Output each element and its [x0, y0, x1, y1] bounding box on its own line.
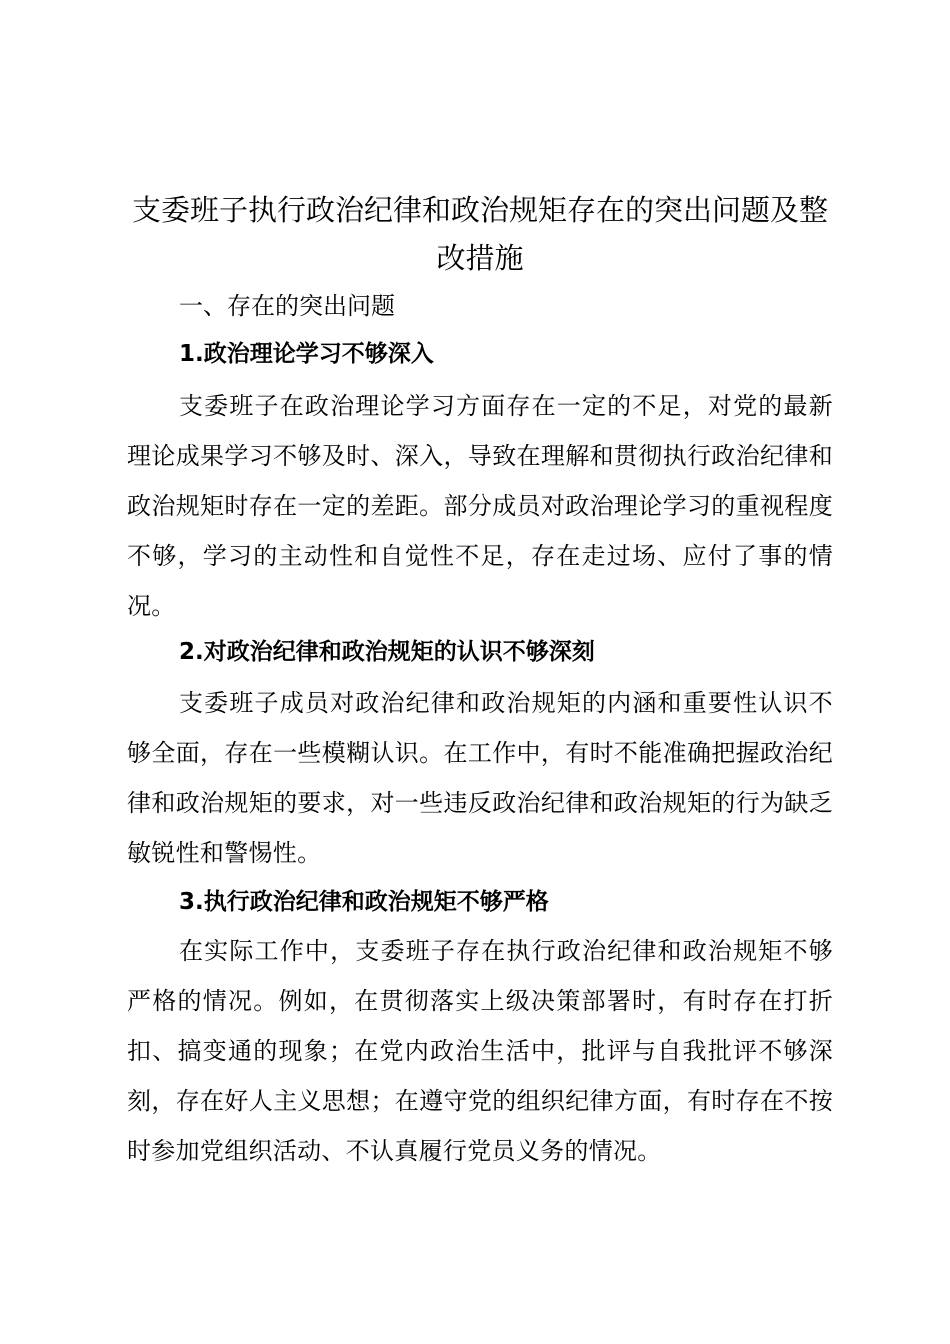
item-body-3: 在实际工作中，支委班子存在执行政治纪律和政治规矩不够严格的情况。例如，在贯彻落实上级决策部署时，有时存在打折扣、搞变通的现象；在党内政治生活中，批评与自我批评不够深刻，存在好人主义思想；在遵守党的组织纪律方面，有时存在不按时参加党组织活动、不认真履行党员义务的情况。 [127, 937, 833, 1165]
item-body-2: 支委班子成员对政治纪律和政治规矩的内涵和重要性认识不够全面，存在一些模糊认识。在工作中，有时不能准确把握政治纪律和政治规矩的要求，对一些违反政治纪律和政治规矩的行为缺乏敏锐性和警惕性。 [127, 689, 833, 867]
item-heading-3: 3.执行政治纪律和政治规矩不够严格 [179, 889, 549, 915]
document-title: 支委班子执行政治纪律和政治规矩存在的突出问题及整改措施 [131, 193, 828, 275]
item-heading-2: 2.对政治纪律和政治规矩的认识不够深刻 [179, 639, 595, 665]
item-heading-1: 1.政治理论学习不够深入 [179, 341, 434, 367]
section-heading: 一、存在的突出问题 [179, 292, 395, 320]
item-body-1: 支委班子在政治理论学习方面存在一定的不足，对党的最新理论成果学习不够及时、深入，导致在理解和贯彻执行政治纪律和政治规矩时存在一定的差距。部分成员对政治理论学习的重视程度不够，学习的主动性和自觉性不足，存在走过场、应付了事的情况。 [127, 392, 833, 620]
